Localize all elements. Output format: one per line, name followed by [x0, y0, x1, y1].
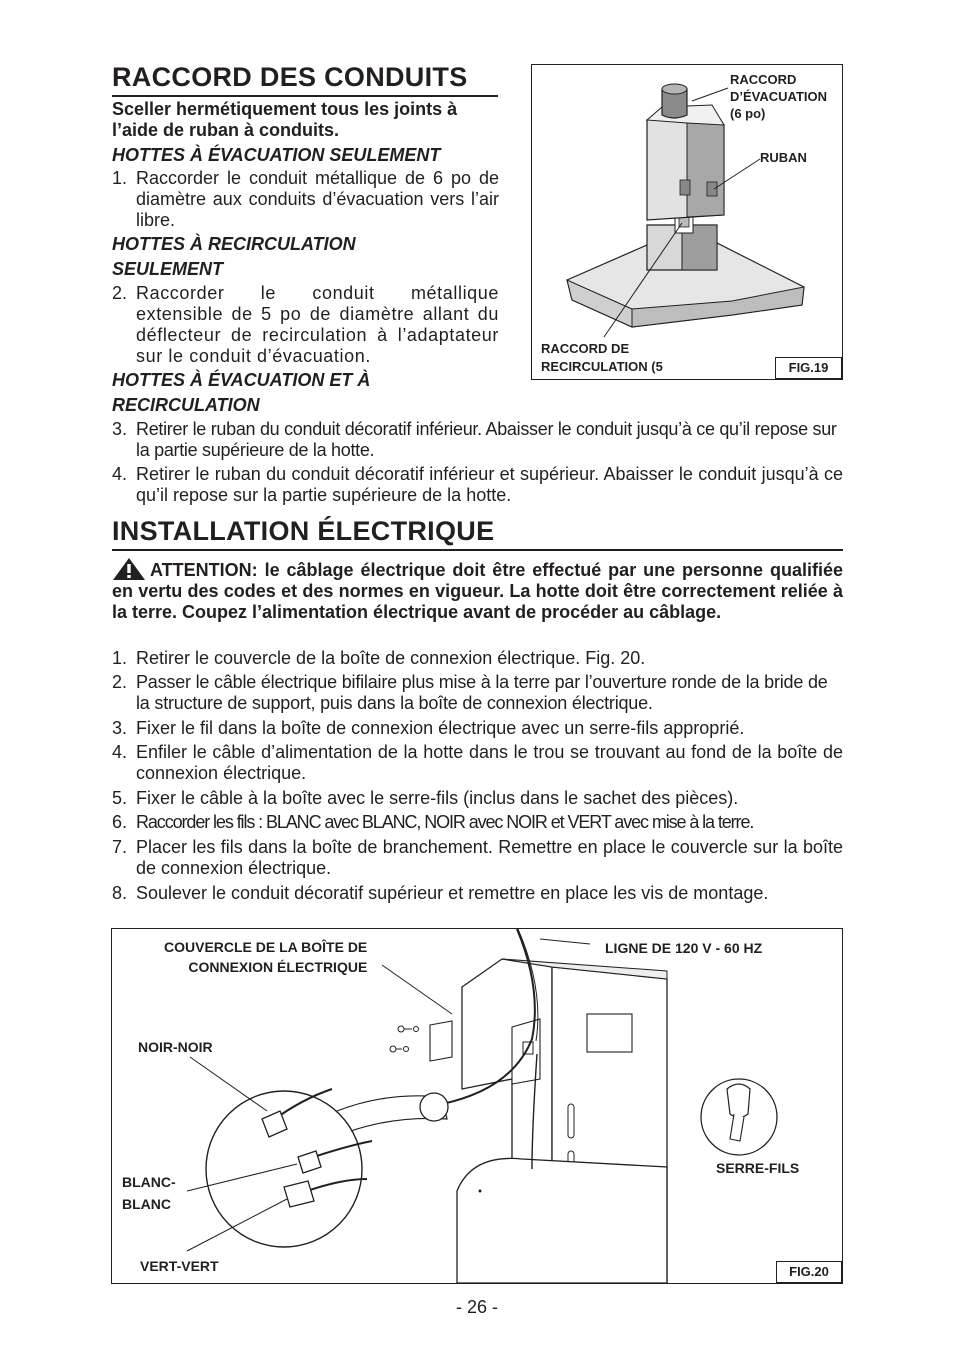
list-item	[112, 283, 499, 367]
figure-20	[111, 928, 843, 1284]
subheading-both	[112, 370, 498, 416]
subheading-line: HOTTES À RECIRCULATION	[112, 234, 356, 254]
list-item	[112, 168, 499, 232]
item-number: 3.	[112, 419, 128, 439]
label-junction-cover: COUVERCLE DE LA BOÎTE DE CONNEXION ÉLECTRIQUE	[164, 939, 368, 975]
step-number: 2.	[112, 672, 128, 692]
item-text: Retirer le ruban du conduit décoratif inférieur. Abaisser le conduit jusqu’à ce qu’il repose sur la partie supérieure de la hotte.	[136, 419, 837, 460]
step-text: Retirer le couvercle de la boîte de connexion électrique. Fig. 20.	[136, 648, 646, 668]
item-number: 2.	[112, 283, 128, 303]
subheading-line: HOTTES À ÉVACUATION ET À	[112, 370, 371, 390]
step-text: Passer le câble électrique bifilaire plus mise à la terre par l’ouverture ronde de la bride de la structure de support, puis dans la boîte de connexion électrique.	[136, 672, 828, 713]
title-rule	[112, 95, 498, 97]
warning-text: le câblage électrique doit être effectué par une personne qualifiée en vertu des codes et des normes en vigueur. La hotte doit être correctement reliée à la terre. Coupez l’alimentation électrique avant de procéder au câblage.	[112, 560, 843, 622]
list-item	[112, 419, 843, 463]
warning-block	[112, 560, 843, 623]
list-item	[112, 837, 843, 881]
step-number: 6.	[112, 812, 128, 832]
step-text: Fixer le câble à la boîte avec le serre-fils (inclus dans le sachet des pièces).	[136, 788, 739, 808]
title-rule	[112, 549, 843, 551]
step-text: Fixer le fil dans la boîte de connexion électrique avec un serre-fils approprié.	[136, 718, 745, 738]
warning-lead: ATTENTION:	[150, 560, 258, 580]
step-number: 5.	[112, 788, 128, 808]
list-item	[112, 742, 843, 786]
item-text: Raccorder le conduit métallique extensible de 5 po de diamètre allant du déflecteur de recirculation à l’adaptateur sur le conduit d’évacuation.	[136, 283, 499, 366]
wiring-illustration	[112, 929, 842, 1283]
subheading-line: SEULEMENT	[112, 259, 224, 279]
item-text: Raccorder le conduit métallique de 6 po de diamètre aux conduits d’évacuation vers l’air libre.	[136, 168, 499, 230]
label-blanc-blanc: BLANC- BLANC	[122, 1174, 176, 1212]
section-title-raccord: RACCORD DES CONDUITS	[112, 62, 468, 92]
figure-tag: FIG.20	[776, 1261, 842, 1283]
step-text: Soulever le conduit décoratif supérieur et remettre en place les vis de montage.	[136, 883, 769, 903]
item-number: 1.	[112, 168, 128, 188]
list-item	[112, 788, 843, 810]
subheading-evacuation: HOTTES À ÉVACUATION SEULEMENT	[112, 145, 441, 165]
section-title-electrique: INSTALLATION ÉLECTRIQUE	[112, 516, 495, 546]
figure-19	[531, 64, 843, 380]
list-item	[112, 812, 843, 834]
label-serre-fils: SERRE-FILS	[716, 1160, 800, 1176]
step-number: 3.	[112, 718, 128, 738]
list-item	[112, 672, 843, 716]
warning-icon	[112, 557, 146, 581]
subheading-recirculation	[112, 234, 498, 280]
subheading-line: RECIRCULATION	[112, 395, 260, 415]
list-item	[112, 718, 843, 740]
seal-instruction: Sceller hermétiquement tous les joints à l’aide de ruban à conduits.	[112, 99, 458, 140]
step-text: Raccorder les fils : BLANC avec BLANC, NOIR avec NOIR et VERT avec mise à la terre.	[136, 812, 754, 832]
step-number: 4.	[112, 742, 128, 762]
label-vert-vert: VERT-VERT	[140, 1258, 219, 1274]
list-item	[112, 883, 843, 905]
step-number: 8.	[112, 883, 128, 903]
figure-tag: FIG.19	[775, 357, 842, 379]
page-number: - 26 -	[455, 1297, 498, 1317]
label-ruban: RUBAN	[760, 150, 807, 165]
label-raccord-recirculation: RACCORD DE RECIRCULATION (5	[541, 341, 663, 374]
step-number: 7.	[112, 837, 128, 857]
label-noir-noir: NOIR-NOIR	[138, 1039, 213, 1055]
step-number: 1.	[112, 648, 128, 668]
item-number: 4.	[112, 464, 128, 484]
list-item	[112, 648, 843, 670]
label-raccord-evacuation: RACCORD D’ÉVACUATION (6 po)	[730, 72, 828, 121]
label-power-line: LIGNE DE 120 V - 60 HZ	[605, 940, 763, 956]
step-text: Placer les fils dans la boîte de branchement. Remettre en place le couvercle sur la boîte de connexion électrique.	[136, 837, 843, 878]
item-text: Retirer le ruban du conduit décoratif inférieur et supérieur. Abaisser le conduit jusqu’à ce qu’il repose sur la partie supérieure de la hotte.	[136, 464, 843, 505]
list-item	[112, 464, 843, 508]
step-text: Enfiler le câble d’alimentation de la hotte dans le trou se trouvant au fond de la boîte de connexion électrique.	[136, 742, 843, 783]
